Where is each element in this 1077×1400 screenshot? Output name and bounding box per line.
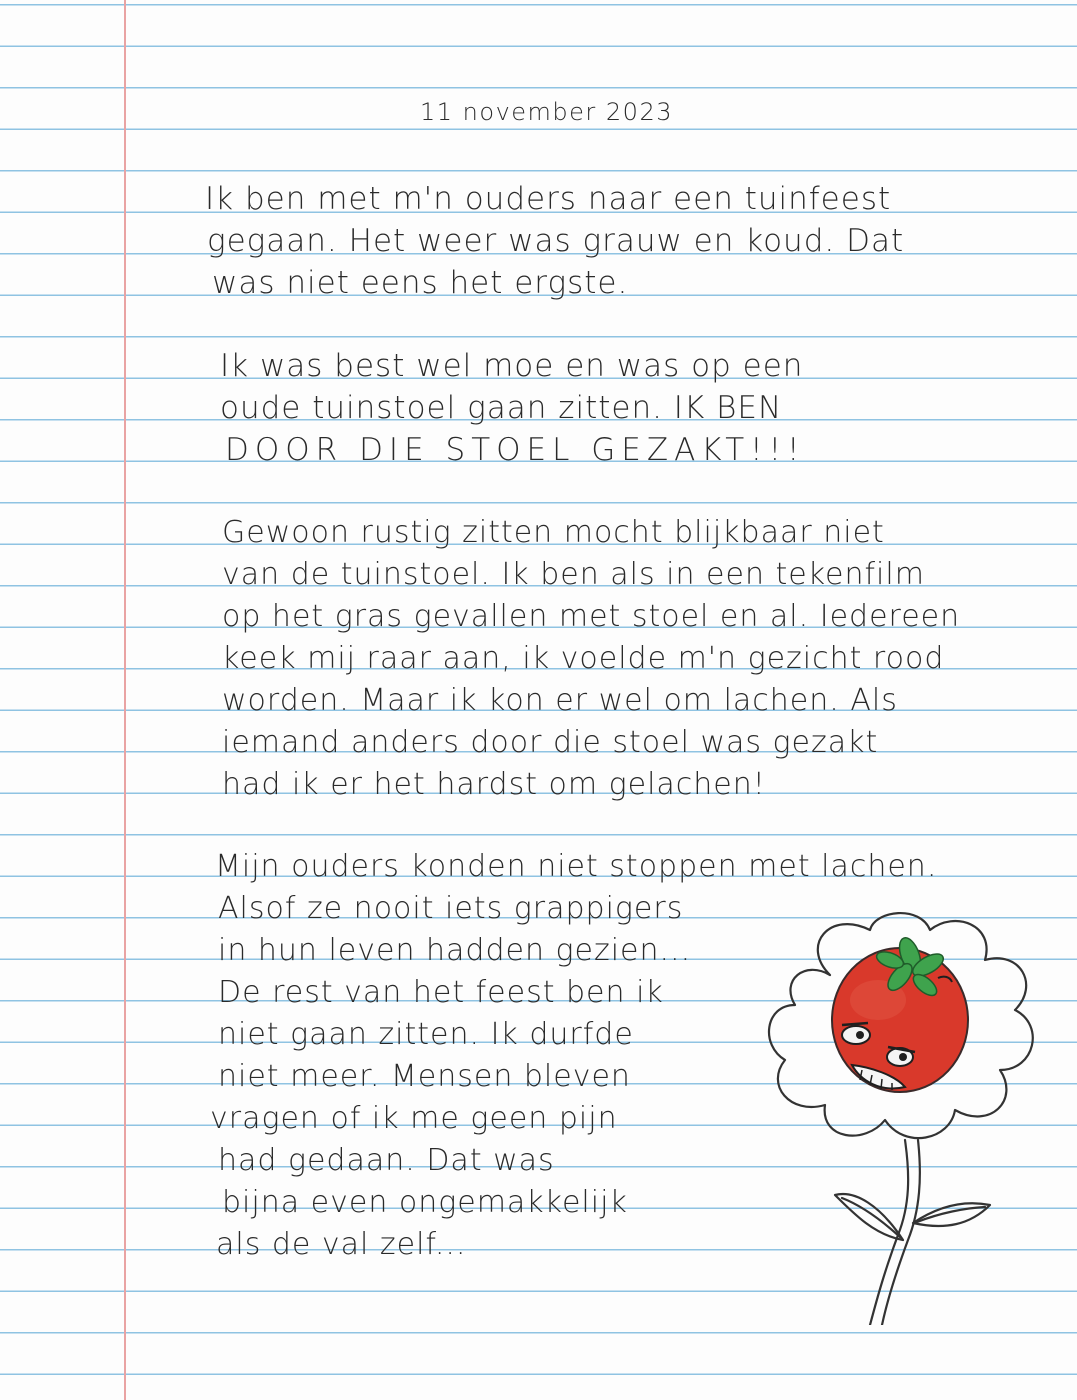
text-line: op het gras gevallen met stoel en al. Iedereen	[222, 599, 961, 634]
text-line: keek mij raar aan, ik voelde m'n gezicht rood	[222, 641, 945, 676]
text-line: was niet eens het ergste.	[212, 265, 629, 301]
text-line: Ik ben met m'n ouders naar een tuinfeest	[205, 181, 892, 217]
text-line: De rest van het feest ben ik	[218, 975, 664, 1010]
text-line: van de tuinstoel. Ik ben als in een tekenfilm	[222, 557, 925, 592]
text-line: gegaan. Het weer was grauw en koud. Dat	[207, 223, 905, 259]
text-line: als de val zelf...	[216, 1227, 467, 1262]
text-line: worden. Maar ik kon er wel om lachen. Als	[222, 683, 898, 718]
text-line: Mijn ouders konden niet stoppen met lachen.	[215, 849, 938, 884]
text-line: vragen of ik me geen pijn	[210, 1101, 618, 1136]
tomato-flower-doodle-icon	[760, 905, 1060, 1325]
text-line: had ik er het hardst om gelachen!	[222, 767, 766, 802]
text-line: Gewoon rustig zitten mocht blijkbaar niet	[222, 515, 885, 550]
margin-line	[124, 0, 126, 1400]
text-line: niet gaan zitten. Ik durfde	[218, 1017, 634, 1052]
text-line: had gedaan. Dat was	[218, 1143, 555, 1178]
entry-date: 11 november 2023	[420, 98, 673, 126]
text-line: niet meer. Mensen bleven	[218, 1059, 631, 1094]
text-line: bijna even ongemakkelijk	[222, 1185, 628, 1220]
text-line: Ik was best wel moe en was op een	[220, 348, 804, 384]
text-line: iemand anders door die stoel was gezakt	[222, 725, 879, 760]
text-line: oude tuinstoel gaan zitten. IK BEN	[220, 390, 783, 426]
text-line: in hun leven hadden gezien...	[218, 933, 692, 968]
text-line: Alsof ze nooit iets grappigers	[218, 891, 684, 926]
text-line: DOOR DIE STOEL GEZAKT!!!	[225, 432, 806, 468]
